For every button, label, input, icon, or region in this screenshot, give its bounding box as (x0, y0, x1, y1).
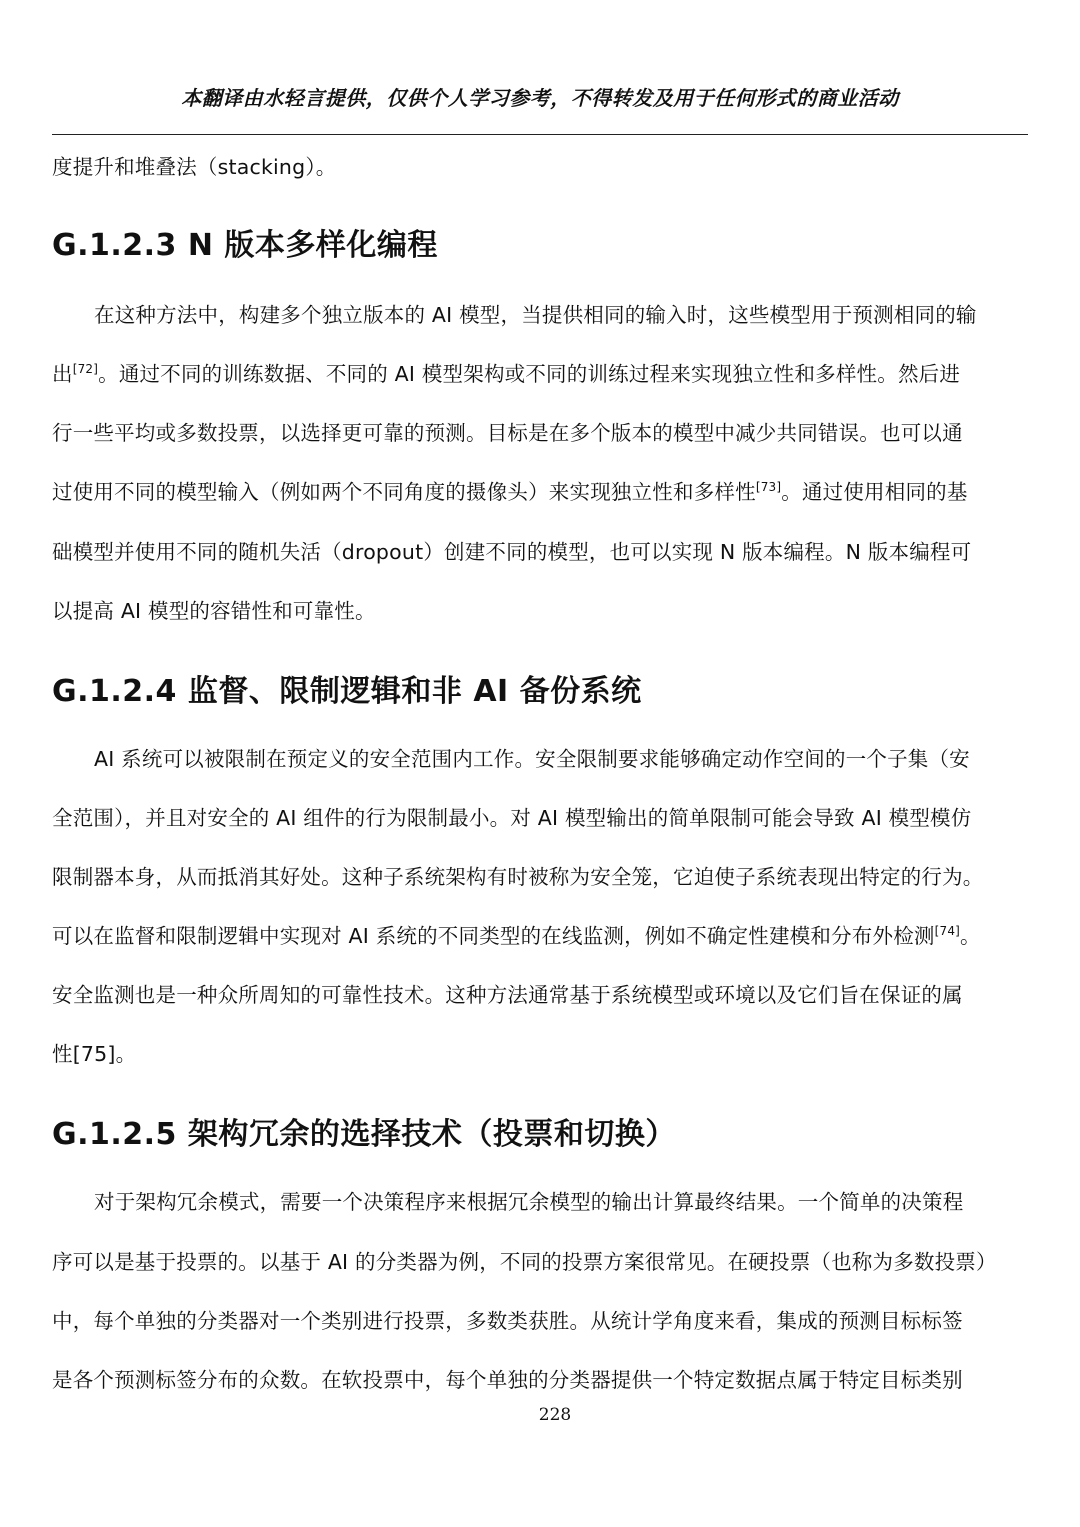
paragraph-line: 对于架构冗余模式，需要一个决策程序来根据冗余模型的输出计算最终结果。一个简单的决策程 (94, 1190, 964, 1214)
text-run: 。通过使用相同的基 (781, 480, 968, 504)
header-divider (52, 134, 1028, 135)
page-header: 本翻译由水轻言提供，仅供个人学习参考，不得转发及用于任何形式的商业活动 (181, 86, 899, 110)
paragraph-line: 础模型并使用不同的随机失活（dropout）创建不同的模型，也可以实现 N 版本编程。N 版本编程可 (52, 540, 972, 564)
paragraph-line: 中，每个单独的分类器对一个类别进行投票，多数类获胜。从统计学角度来看，集成的预测目标标签 (52, 1309, 963, 1333)
paragraph-line: 在这种方法中，构建多个独立版本的 AI 模型，当提供相同的输入时，这些模型用于预测相同的输 (94, 303, 977, 327)
text-run: 可以在监督和限制逻辑中实现对 AI 系统的不同类型的在线监测，例如不确定性建模和分布外检测 (52, 924, 935, 948)
page-number: 228 (538, 1405, 572, 1425)
paragraph-line (52, 359, 1012, 389)
paragraph-line: 行一些平均或多数投票，以选择更可靠的预测。目标是在多个版本的模型中减少共同错误。也可以通 (52, 421, 963, 445)
paragraph-line (52, 921, 1012, 951)
text-run: 过使用不同的模型输入（例如两个不同角度的摄像头）来实现独立性和多样性 (52, 480, 756, 504)
paragraph-line: 性[75]。 (52, 1042, 137, 1066)
paragraph-line: 全范围），并且对安全的 AI 组件的行为限制最小。对 AI 模型输出的简单限制可能会导致 AI 模型模仿 (52, 806, 972, 830)
section-heading-g125: G.1.2.5 架构冗余的选择技术（投票和切换） (52, 1117, 676, 1152)
citation-ref-72: [72] (72, 362, 99, 377)
section-heading-g124: G.1.2.4 监督、限制逻辑和非 AI 备份系统 (52, 674, 642, 709)
paragraph-line (52, 477, 1012, 507)
citation-ref-74: [74] (934, 924, 961, 939)
text-run: 。通过不同的训练数据、不同的 AI 模型架构或不同的训练过程来实现独立性和多样性。然后进 (98, 362, 961, 386)
text-run: 出 (52, 362, 73, 386)
paragraph-line: AI 系统可以被限制在预定义的安全范围内工作。安全限制要求能够确定动作空间的一个子集（安 (94, 747, 970, 771)
paragraph-line: 是各个预测标签分布的众数。在软投票中，每个单独的分类器提供一个特定数据点属于特定目标类别 (52, 1368, 963, 1392)
citation-ref-73: [73] (755, 480, 782, 495)
text-run: 。 (960, 924, 981, 948)
paragraph-line: 度提升和堆叠法（stacking）。 (52, 155, 337, 179)
paragraph-line: 限制器本身，从而抵消其好处。这种子系统架构有时被称为安全笼，它迫使子系统表现出特定的行为。 (52, 865, 984, 889)
section-heading-g123: G.1.2.3 N 版本多样化编程 (52, 228, 438, 263)
paragraph-line: 以提高 AI 模型的容错性和可靠性。 (52, 599, 376, 623)
paragraph-line: 序可以是基于投票的。以基于 AI 的分类器为例，不同的投票方案很常见。在硬投票（也称为多数投票） (52, 1250, 997, 1274)
paragraph-line: 安全监测也是一种众所周知的可靠性技术。这种方法通常基于系统模型或环境以及它们旨在保证的属 (52, 983, 963, 1007)
